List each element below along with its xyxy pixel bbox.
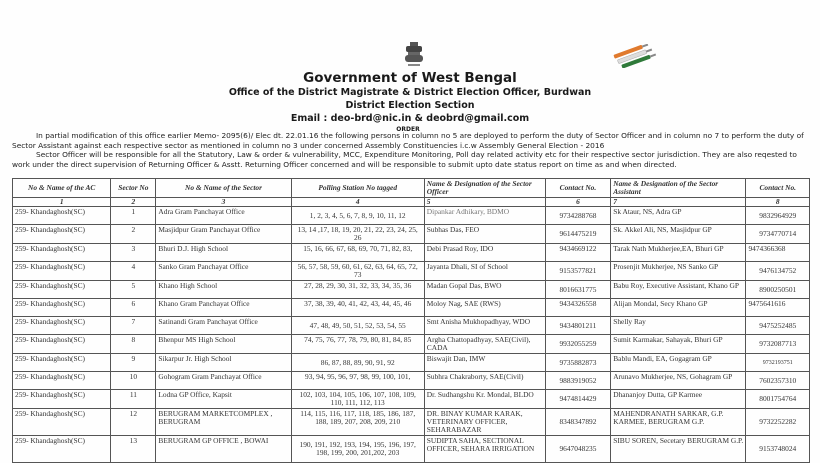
- sector-officer-cell: Madan Gopal Das, BWO: [424, 281, 545, 299]
- ac-cell: 259- Khandaghosh(SC): [13, 390, 111, 409]
- office-title: Office of the District Magistrate & District Election Officer, Burdwan: [228, 87, 592, 98]
- ac-cell: 259- Khandaghosh(SC): [13, 354, 111, 372]
- header-officer-contact: Contact No.: [545, 179, 611, 198]
- assistant-contact-cell: 9475252485: [746, 317, 810, 335]
- officer-contact-cell: 9614475219: [545, 225, 611, 244]
- ac-cell: 259- Khandaghosh(SC): [13, 281, 111, 299]
- sector-no-cell: 10: [111, 372, 156, 390]
- sector-officer-cell: SUDIPTA SAHA, SECTIONAL OFFICER, SEHARA IRRIGATION: [424, 436, 545, 463]
- sector-name-cell: Bhenpur MS High School: [156, 335, 291, 354]
- header-sector-officer: Name & Designation of the Sector Officer: [424, 179, 545, 198]
- sector-officer-cell: Dr. Sudhangshu Kr. Mondal, BLDO: [424, 390, 545, 409]
- sector-no-cell: 1: [111, 207, 156, 225]
- officer-contact-cell: 9735882873: [545, 354, 611, 372]
- assistant-contact-cell: 9734770714: [746, 225, 810, 244]
- sector-officer-cell: Subhra Chakraborty, SAE(Civil): [424, 372, 545, 390]
- ac-cell: 259- Khandaghosh(SC): [13, 262, 111, 281]
- ac-cell: 259- Khandaghosh(SC): [13, 207, 111, 225]
- header-sector-name: No & Name of the Sector: [156, 179, 291, 198]
- sector-name-cell: Lodna GP Office, Kapsit: [156, 390, 291, 409]
- order-title: ORDER: [396, 126, 420, 133]
- sector-no-cell: 4: [111, 262, 156, 281]
- header-assistant-contact: Contact No.: [746, 179, 810, 198]
- sector-name-cell: BERUGRAM GP OFFICE , BOWAI: [156, 436, 291, 463]
- column-number: 7: [611, 198, 746, 207]
- column-number: 1: [13, 198, 111, 207]
- email-line: Email : deo-brd@nic.in & deobrd@gmail.com: [290, 113, 530, 124]
- sector-officer-cell: Moloy Nag, SAE (RWS): [424, 299, 545, 317]
- polling-stations-cell: 102, 103, 104, 105, 106, 107, 108, 109, 110, 111, 112, 113: [291, 390, 424, 409]
- assistant-contact-cell: 8900250501: [746, 281, 810, 299]
- sector-name-cell: Satinandi Gram Panchayat Office: [156, 317, 291, 335]
- assistant-contact-cell: 9732193751: [746, 354, 810, 372]
- ac-cell: 259- Khandaghosh(SC): [13, 225, 111, 244]
- sector-officer-table: [12, 178, 810, 463]
- polling-stations-cell: 56, 57, 58, 59, 60, 61, 62, 63, 64, 65, 72, 73: [291, 262, 424, 281]
- sector-assistant-cell: SIBU SOREN, Secetary BERUGRAM G.P.: [611, 436, 746, 463]
- sector-no-cell: 7: [111, 317, 156, 335]
- evm-logo-icon: [609, 44, 659, 68]
- assistant-contact-cell: 8001754764: [746, 390, 810, 409]
- table-row: [13, 299, 810, 317]
- sector-assistant-cell: MAHENDRANATH SARKAR, G.P. KARMEE, BERUGRAM G.P.: [611, 409, 746, 436]
- sector-name-cell: Bhuri D.J. High School: [156, 244, 291, 262]
- assistant-contact-cell: 7602357310: [746, 372, 810, 390]
- sector-officer-cell: DR. BINAY KUMAR KARAK, VETERINARY OFFICER, SEHARABAZAR: [424, 409, 545, 436]
- officer-contact-cell: 9153577821: [545, 262, 611, 281]
- sector-assistant-cell: Prosenjit Mukherjee, NS Sanko GP: [611, 262, 746, 281]
- ac-cell: 259- Khandaghosh(SC): [13, 409, 111, 436]
- column-number: 5: [424, 198, 545, 207]
- sector-no-cell: 9: [111, 354, 156, 372]
- polling-stations-cell: 1, 2, 3, 4, 5, 6, 7, 8, 9, 10, 11, 12: [291, 207, 424, 225]
- sector-no-cell: 12: [111, 409, 156, 436]
- assistant-contact-cell: 9832964929: [746, 207, 810, 225]
- officer-contact-cell: 9434326558: [545, 299, 611, 317]
- polling-stations-cell: 93, 94, 95, 96, 97, 98, 99, 100, 101,: [291, 372, 424, 390]
- sector-name-cell: Sikarpur Jr. High School: [156, 354, 291, 372]
- sector-name-cell: Khano Gram Panchayat Office: [156, 299, 291, 317]
- column-number: 6: [545, 198, 611, 207]
- table-row: [13, 409, 810, 436]
- assistant-contact-cell: 9153748024: [746, 436, 810, 463]
- ac-cell: 259- Khandaghosh(SC): [13, 372, 111, 390]
- ac-cell: 259- Khandaghosh(SC): [13, 299, 111, 317]
- header-ac: No & Name of the AC: [13, 179, 111, 198]
- sector-name-cell: Gohogram Gram Panchayat Office: [156, 372, 291, 390]
- table-row: [13, 281, 810, 299]
- sector-officer-cell: Argha Chattopadhyay, SAE(Civil), CADA: [424, 335, 545, 354]
- assistant-contact-cell: 9475641616: [746, 299, 810, 317]
- table-row: [13, 390, 810, 409]
- order-paragraph-1: In partial modification of this office earlier Memo- 2095(6)/ Elec dt. 22.01.16 the following persons in column no 5 are deployed to perform the duty of Sector Officer and in column no 7 to perform the duty of Sector Assistant against each respective sector as mentioned in column no 3 under concerned Assembly Constituencies i.c.w Assembly General Election - 2016: [12, 131, 804, 150]
- table-row: [13, 244, 810, 262]
- assistant-contact-cell: 9474366368: [746, 244, 810, 262]
- table-row: [13, 207, 810, 225]
- officer-contact-cell: 9883919052: [545, 372, 611, 390]
- officer-contact-cell: 9434801211: [545, 317, 611, 335]
- assistant-contact-cell: 9476134752: [746, 262, 810, 281]
- sector-assistant-cell: Sk. Akkel Ali, NS, Masjidpur GP: [611, 225, 746, 244]
- header-sector-no: Sector No: [111, 179, 156, 198]
- ac-cell: 259- Khandaghosh(SC): [13, 317, 111, 335]
- table-row: [13, 335, 810, 354]
- sector-name-cell: Masjidpur Gram Panchayat Office: [156, 225, 291, 244]
- sector-assistant-cell: Dhananjoy Dutta, GP Karmee: [611, 390, 746, 409]
- sector-no-cell: 6: [111, 299, 156, 317]
- table-row: [13, 317, 810, 335]
- table-row: [13, 262, 810, 281]
- state-emblem-icon: [401, 40, 427, 70]
- polling-stations-cell: 37, 38, 39, 40, 41, 42, 43, 44, 45, 46: [291, 299, 424, 317]
- column-number-row: [13, 198, 810, 207]
- polling-stations-cell: 190, 191, 192, 193, 194, 195, 196, 197, 198, 199, 200, 201,202, 203: [291, 436, 424, 463]
- header-polling-stations: Polling Station No tagged: [291, 179, 424, 198]
- sector-assistant-cell: Alijan Mondal, Secy Khano GP: [611, 299, 746, 317]
- officer-contact-cell: 8348347892: [545, 409, 611, 436]
- officer-contact-cell: 8016631775: [545, 281, 611, 299]
- sector-officer-cell: Biswajit Dan, IMW: [424, 354, 545, 372]
- sector-no-cell: 5: [111, 281, 156, 299]
- sector-officer-cell: Smt Anisha Mukhopadhyay, WDO: [424, 317, 545, 335]
- sector-assistant-cell: Arunavo Mukherjee, NS, Gohagram GP: [611, 372, 746, 390]
- sector-name-cell: Khano High School: [156, 281, 291, 299]
- sector-assistant-cell: Bablu Mandi, EA, Gogagram GP: [611, 354, 746, 372]
- sector-no-cell: 13: [111, 436, 156, 463]
- polling-stations-cell: 74, 75, 76, 77, 78, 79, 80, 81, 84, 85: [291, 335, 424, 354]
- officer-contact-cell: 9647048235: [545, 436, 611, 463]
- section-title: District Election Section: [345, 100, 475, 111]
- sector-name-cell: BERUGRAM MARKETCOMPLEX , BERUGRAM: [156, 409, 291, 436]
- column-number: 4: [291, 198, 424, 207]
- government-title: Government of West Bengal: [303, 70, 517, 86]
- sector-assistant-cell: Shelly Ray: [611, 317, 746, 335]
- ac-cell: 259- Khandaghosh(SC): [13, 335, 111, 354]
- officer-contact-cell: 9474814429: [545, 390, 611, 409]
- ac-cell: 259- Khandaghosh(SC): [13, 436, 111, 463]
- column-number: 8: [746, 198, 810, 207]
- table-header-row: [13, 179, 810, 198]
- column-number: 3: [156, 198, 291, 207]
- sector-officer-cell: Jayanta Dhali, SI of School: [424, 262, 545, 281]
- table-row: [13, 436, 810, 463]
- ac-cell: 259- Khandaghosh(SC): [13, 244, 111, 262]
- polling-stations-cell: 27, 28, 29, 30, 31, 32, 33, 34, 35, 36: [291, 281, 424, 299]
- sector-officer-cell: Dipankar Adhikary, BDMO: [424, 207, 545, 225]
- sector-assistant-cell: Sumit Karmakar, Sahayak, Bhuri GP: [611, 335, 746, 354]
- sector-no-cell: 2: [111, 225, 156, 244]
- sector-assistant-cell: Babu Roy, Executive Assistant, Khano GP: [611, 281, 746, 299]
- table-row: [13, 372, 810, 390]
- sector-assistant-cell: Tarak Nath Mukherjee,EA, Bhuri GP: [611, 244, 746, 262]
- officer-contact-cell: 9734288768: [545, 207, 611, 225]
- polling-stations-cell: 47, 48, 49, 50, 51, 52, 53, 54, 55: [291, 317, 424, 335]
- polling-stations-cell: 15, 16, 66, 67, 68, 69, 70, 71, 82, 83,: [291, 244, 424, 262]
- sector-no-cell: 11: [111, 390, 156, 409]
- sector-officer-cell: Subhas Das, FEO: [424, 225, 545, 244]
- polling-stations-cell: 114, 115, 116, 117, 118, 185, 186, 187, 188, 189, 207, 208, 209, 210: [291, 409, 424, 436]
- sector-no-cell: 3: [111, 244, 156, 262]
- sector-no-cell: 8: [111, 335, 156, 354]
- polling-stations-cell: 13, 14 ,17, 18, 19, 20, 21, 22, 23, 24, 25, 26: [291, 225, 424, 244]
- order-body: [12, 131, 812, 169]
- assistant-contact-cell: 9732252282: [746, 409, 810, 436]
- assistant-contact-cell: 9732087713: [746, 335, 810, 354]
- polling-stations-cell: 86, 87, 88, 89, 90, 91, 92: [291, 354, 424, 372]
- column-number: 2: [111, 198, 156, 207]
- officer-contact-cell: 9434669122: [545, 244, 611, 262]
- sector-name-cell: Adra Gram Panchayat Office: [156, 207, 291, 225]
- sector-name-cell: Sanko Gram Panchayat Office: [156, 262, 291, 281]
- order-paragraph-2: Sector Officer will be responsible for all the Statutory, Law & order & vulnerability, MCC, Expenditure Monitoring, Poll day related activity etc for their respective sector jurisdiction. They are also reqested to work under the direct supervision of Returning Officer & Asstt. Returning Officer concerned and will be responsible to submit upto date status report on time as and when directed.: [12, 150, 797, 169]
- header-sector-assistant: Name & Designation of the Sector Assistant: [611, 179, 746, 198]
- table-row: [13, 225, 810, 244]
- officer-contact-cell: 9932055259: [545, 335, 611, 354]
- sector-officer-cell: Debi Prasad Roy, IDO: [424, 244, 545, 262]
- table-row: [13, 354, 810, 372]
- sector-assistant-cell: Sk Ataur, NS, Adra GP: [611, 207, 746, 225]
